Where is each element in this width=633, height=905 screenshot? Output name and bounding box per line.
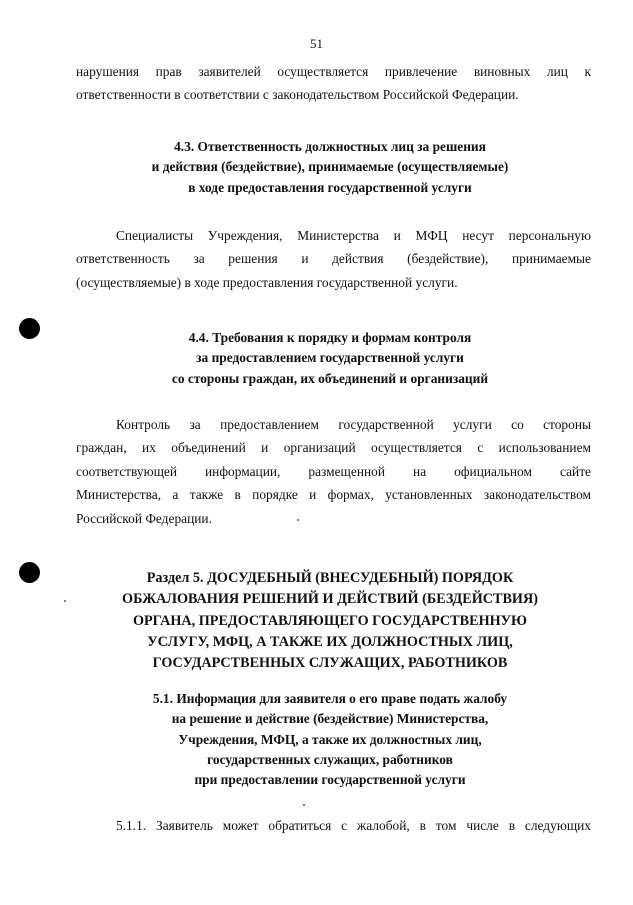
- text-line: нарушения прав заявителей осуществляется привлечение виновных лиц к: [76, 64, 591, 79]
- text-line: граждан, их объединений и организаций осуществляется с использованием: [76, 440, 591, 456]
- paragraph-5-1-1: [76, 814, 591, 837]
- heading-4-4: [60, 328, 600, 389]
- heading-5-1: [60, 689, 600, 790]
- punch-hole: [19, 318, 40, 339]
- punch-hole: [19, 562, 40, 583]
- heading-line: УСЛУГУ, МФЦ, А ТАКЖЕ ИХ ДОЛЖНОСТНЫХ ЛИЦ,: [147, 633, 513, 650]
- scan-speck: [64, 600, 66, 602]
- page-number: 51: [310, 36, 323, 51]
- text-line: Министерства, а также в порядке и формах, установленных законодательством: [76, 487, 591, 503]
- heading-line: за предоставлением государственной услуги: [196, 350, 464, 366]
- heading-line: Раздел 5. ДОСУДЕБНЫЙ (ВНЕСУДЕБНЫЙ) ПОРЯДОК: [146, 570, 514, 586]
- text-line: соответствующей информации, размещенной на официальном сайте: [76, 463, 591, 479]
- heading-4-3: [60, 137, 600, 198]
- paragraph-control: [76, 413, 591, 530]
- heading-line: государственных служащих, работников: [207, 751, 453, 767]
- scan-speck: [303, 804, 305, 806]
- heading-line: на решение и действие (бездействие) Министерства,: [171, 711, 489, 727]
- text-line: Российской Федерации.: [76, 510, 212, 526]
- heading-line: ОБЖАЛОВАНИЯ РЕШЕНИЙ И ДЕЙСТВИЙ (БЕЗДЕЙСТВИЯ): [122, 591, 538, 608]
- heading-line: ОРГАНА, ПРЕДОСТАВЛЯЮЩЕГО ГОСУДАРСТВЕННУЮ: [132, 612, 528, 629]
- heading-line: в ходе предоставления государственной услуги: [188, 179, 472, 195]
- section-5-heading: [60, 568, 600, 674]
- heading-line: Учреждения, МФЦ, а также их должностных лиц,: [178, 731, 482, 747]
- paragraph-continuation: [76, 60, 591, 107]
- text-line: (осуществляемые) в ходе предоставления государственной услуги.: [76, 274, 458, 290]
- heading-line: 4.4. Требования к порядку и формам контроля: [188, 330, 472, 345]
- text-line: Контроль за предоставлением государственной услуги со стороны: [116, 417, 591, 432]
- heading-line: и действия (бездействие), принимаемые (осуществляемые): [151, 159, 509, 175]
- scan-speck: [297, 519, 299, 521]
- heading-line: 5.1. Информация для заявителя о его праве подать жалобу: [152, 691, 508, 706]
- heading-line: 4.3. Ответственность должностных лиц за решения: [174, 139, 486, 154]
- heading-line: со стороны граждан, их объединений и организаций: [171, 370, 489, 386]
- text-line: ответственности в соответствии с законодательством Российской Федерации.: [76, 87, 519, 103]
- text-line: Специалисты Учреждения, Министерства и МФЦ несут персональную: [116, 228, 591, 243]
- paragraph-responsibility: [76, 224, 591, 294]
- text-line: ответственность за решения и действия (бездействие), принимаемые: [76, 251, 591, 267]
- heading-line: ГОСУДАРСТВЕННЫХ СЛУЖАЩИХ, РАБОТНИКОВ: [152, 655, 508, 672]
- heading-line: при предоставлении государственной услуги: [194, 772, 466, 788]
- text-line: 5.1.1. Заявитель может обратиться с жалобой, в том числе в следующих: [116, 818, 591, 833]
